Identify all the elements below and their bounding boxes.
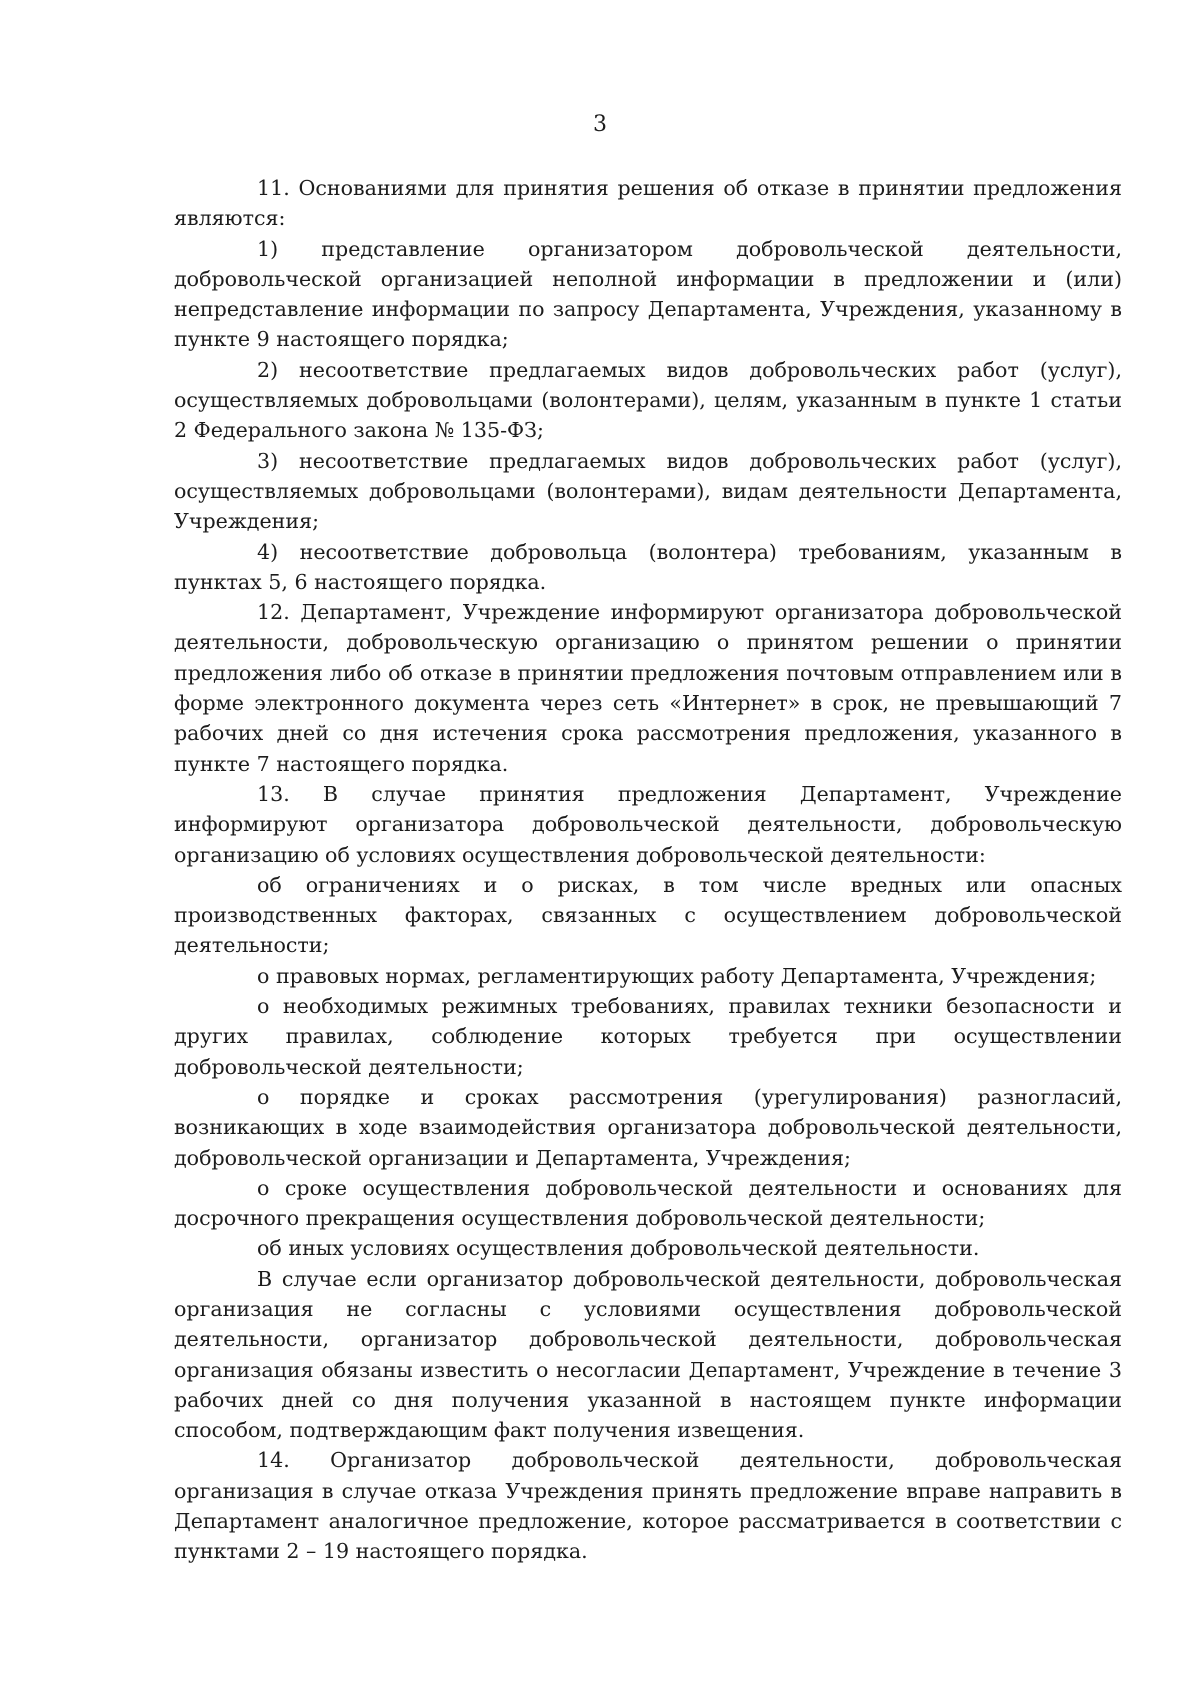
paragraph-13-item-term: о сроке осуществления добровольческой деятельности и основаниях для досрочного прекращения осуществления добровольческой деятельности; [174,1175,1122,1231]
paragraph-13-disagreement: В случае если организатор добровольческой деятельности, добровольческая организация не согласны с условиями осуществления добровольческой деятельности, организатор добровольческой деятельности, добровольческая организация обязаны известить о несогласии Департамент, Учреждение в течение 3 рабочих дней со дня получения указанной в настоящем пункте информации способом, подтверждающим факт получения извещения. [174,1266,1122,1443]
paragraph-11-item-3: 3) несоответствие предлагаемых видов добровольческих работ (услуг), осуществляемых добровольцами (волонтерами), видам деятельности Департамента, Учреждения; [174,448,1122,534]
paragraph-11: 11. Основаниями для принятия решения об отказе в принятии предложения являются: [174,176,1122,231]
paragraph-13: 13. В случае принятия предложения Департамент, Учреждение информируют организатора добровольческой деятельности, добровольческую организацию об условиях осуществления добровольческой деятельности: [174,781,1122,867]
paragraph-11-item-4: 4) несоответствие добровольца (волонтера) требованиям, указанным в пунктах 5, 6 настоящего порядка. [174,539,1122,594]
page-number: 3 [593,112,607,137]
paragraph-13-item-disputes: о порядке и сроках рассмотрения (урегулирования) разногласий, возникающих в ходе взаимодействия организатора добровольческой деятельности, добровольческой организации и Департамента, Учреждения; [174,1084,1122,1170]
paragraph-13-item-safety-rules: о необходимых режимных требованиях, правилах техники безопасности и других правилах, соблюдение которых требуется при осуществлении добровольческой деятельности; [174,994,1122,1079]
paragraph-13-item-legal-norms: о правовых нормах, регламентирующих работу Департамента, Учреждения; [257,963,1097,988]
paragraph-11-item-1: 1) представление организатором добровольческой деятельности, добровольческой организацией неполной информации в предложении и (или) непредставление информации по запросу Департамента, Учреждения, указанному в пункте 9 настоящего порядка; [174,236,1122,352]
document-body [174,173,1122,1567]
paragraph-12: 12. Департамент, Учреждение информируют организатора добровольческой деятельности, добровольческую организацию о принятом решении о принятии предложения либо об отказе в принятии предложения почтовым отправлением или в форме электронного документа через сеть «Интернет» в срок, не превышающий 7 рабочих дней со дня истечения срока рассмотрения предложения, указанного в пункте 7 настоящего порядка. [174,600,1122,776]
paragraph-13-item-other-conditions: об иных условиях осуществления добровольческой деятельности. [257,1236,980,1261]
paragraph-13-item-risks: об ограничениях и о рисках, в том числе вредных или опасных производственных факторах, связанных с осуществлением добровольческой деятельности; [174,872,1122,958]
paragraph-14: 14. Организатор добровольческой деятельности, добровольческая организация в случае отказа Учреждения принять предложение вправе направить в Департамент аналогичное предложение, которое рассматривается в соответствии с пунктами 2 – 19 настоящего порядка. [174,1448,1122,1564]
paragraph-11-item-2: 2) несоответствие предлагаемых видов добровольческих работ (услуг), осуществляемых добровольцами (волонтерами), целям, указанным в пункте 1 статьи 2 Федерального закона № 135-ФЗ; [174,357,1122,443]
